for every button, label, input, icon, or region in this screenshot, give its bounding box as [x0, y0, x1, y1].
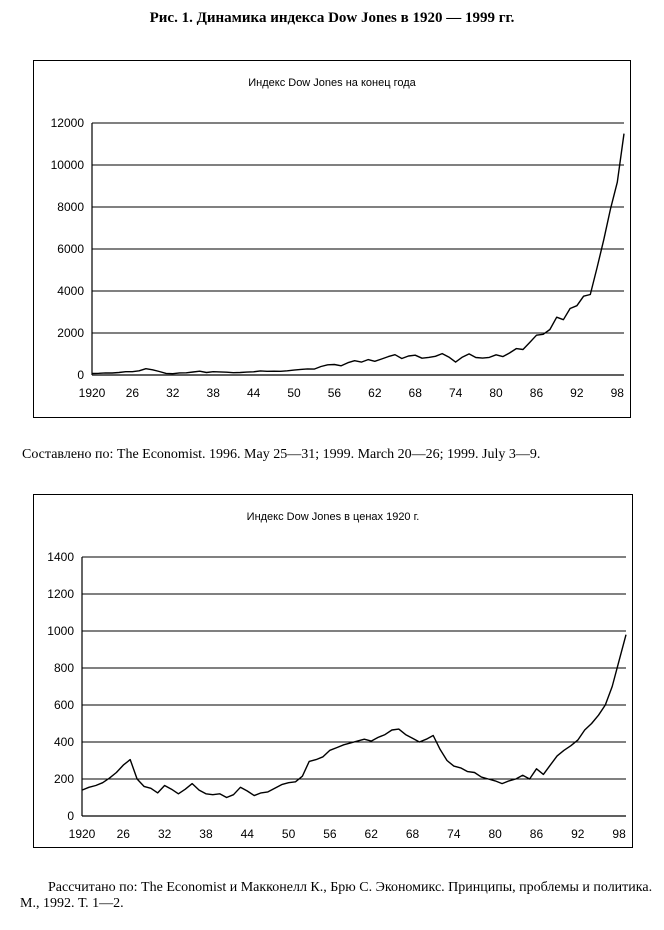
chart-nominal: [34, 61, 630, 417]
y-tick-label: 1400: [47, 550, 74, 564]
x-tick-label: 92: [571, 827, 585, 841]
x-tick-label: 32: [157, 827, 172, 841]
x-tick-label: 26: [116, 827, 130, 841]
x-tick-label: 92: [570, 386, 584, 400]
y-tick-label: 4000: [57, 284, 84, 298]
x-tick-label: 44: [240, 827, 254, 841]
series-line: [92, 134, 624, 374]
x-tick-label: 74: [448, 386, 463, 400]
chart-title: Индекс Dow Jones в ценах 1920 г.: [246, 511, 420, 523]
x-tick-label: 86: [529, 827, 544, 841]
x-tick-label: 44: [246, 386, 261, 400]
series-line: [82, 635, 626, 798]
y-tick-label: 0: [77, 368, 84, 382]
chart-panel-nominal: [33, 60, 631, 418]
y-tick-label: 200: [53, 772, 74, 786]
x-tick-label: 80: [488, 827, 502, 841]
x-tick-label: 62: [368, 386, 382, 400]
x-tick-label: 1920: [78, 386, 106, 400]
x-tick-label: 86: [529, 386, 544, 400]
chart-real: [34, 495, 632, 847]
x-tick-label: 74: [447, 827, 461, 841]
x-tick-label: 32: [166, 386, 180, 400]
y-tick-label: 1200: [47, 587, 74, 601]
y-tick-label: 600: [53, 698, 74, 712]
x-tick-label: 50: [287, 386, 301, 400]
y-tick-label: 800: [53, 661, 74, 675]
source-note: Составлено по: The Economist. 1996. May 25—31; 1999. March 20—26; 1999. July 3—9.: [22, 447, 541, 462]
x-tick-label: 26: [125, 386, 140, 400]
chart-panel-real: [33, 494, 633, 848]
y-tick-label: 2000: [57, 326, 84, 340]
x-tick-label: 38: [206, 386, 220, 400]
x-tick-label: 62: [364, 827, 378, 841]
y-tick-label: 0: [67, 809, 74, 823]
x-tick-label: 68: [405, 827, 420, 841]
x-tick-label: 1920: [68, 827, 96, 841]
x-tick-label: 98: [610, 386, 624, 400]
source-note: Рассчитано по: The Economist и Макконелл К., Брю С. Экономикс. Принципы, проблемы и политика. М., 1992. Т. 1—2.: [20, 880, 653, 911]
y-tick-label: 1000: [47, 624, 74, 638]
chart-title: Индекс Dow Jones на конец года: [248, 77, 416, 89]
x-tick-label: 68: [408, 386, 422, 400]
y-tick-label: 400: [53, 735, 74, 749]
y-tick-label: 12000: [50, 116, 84, 130]
y-tick-label: 6000: [57, 242, 84, 256]
x-tick-label: 56: [327, 386, 342, 400]
x-tick-label: 38: [199, 827, 213, 841]
y-tick-label: 8000: [57, 200, 84, 214]
y-tick-label: 10000: [50, 158, 84, 172]
x-tick-label: 80: [489, 386, 503, 400]
figure-title: Рис. 1. Динамика индекса Dow Jones в 1920 — 1999 гг.: [149, 10, 515, 26]
x-tick-label: 98: [612, 827, 626, 841]
x-tick-label: 56: [323, 827, 337, 841]
x-tick-label: 50: [281, 827, 296, 841]
